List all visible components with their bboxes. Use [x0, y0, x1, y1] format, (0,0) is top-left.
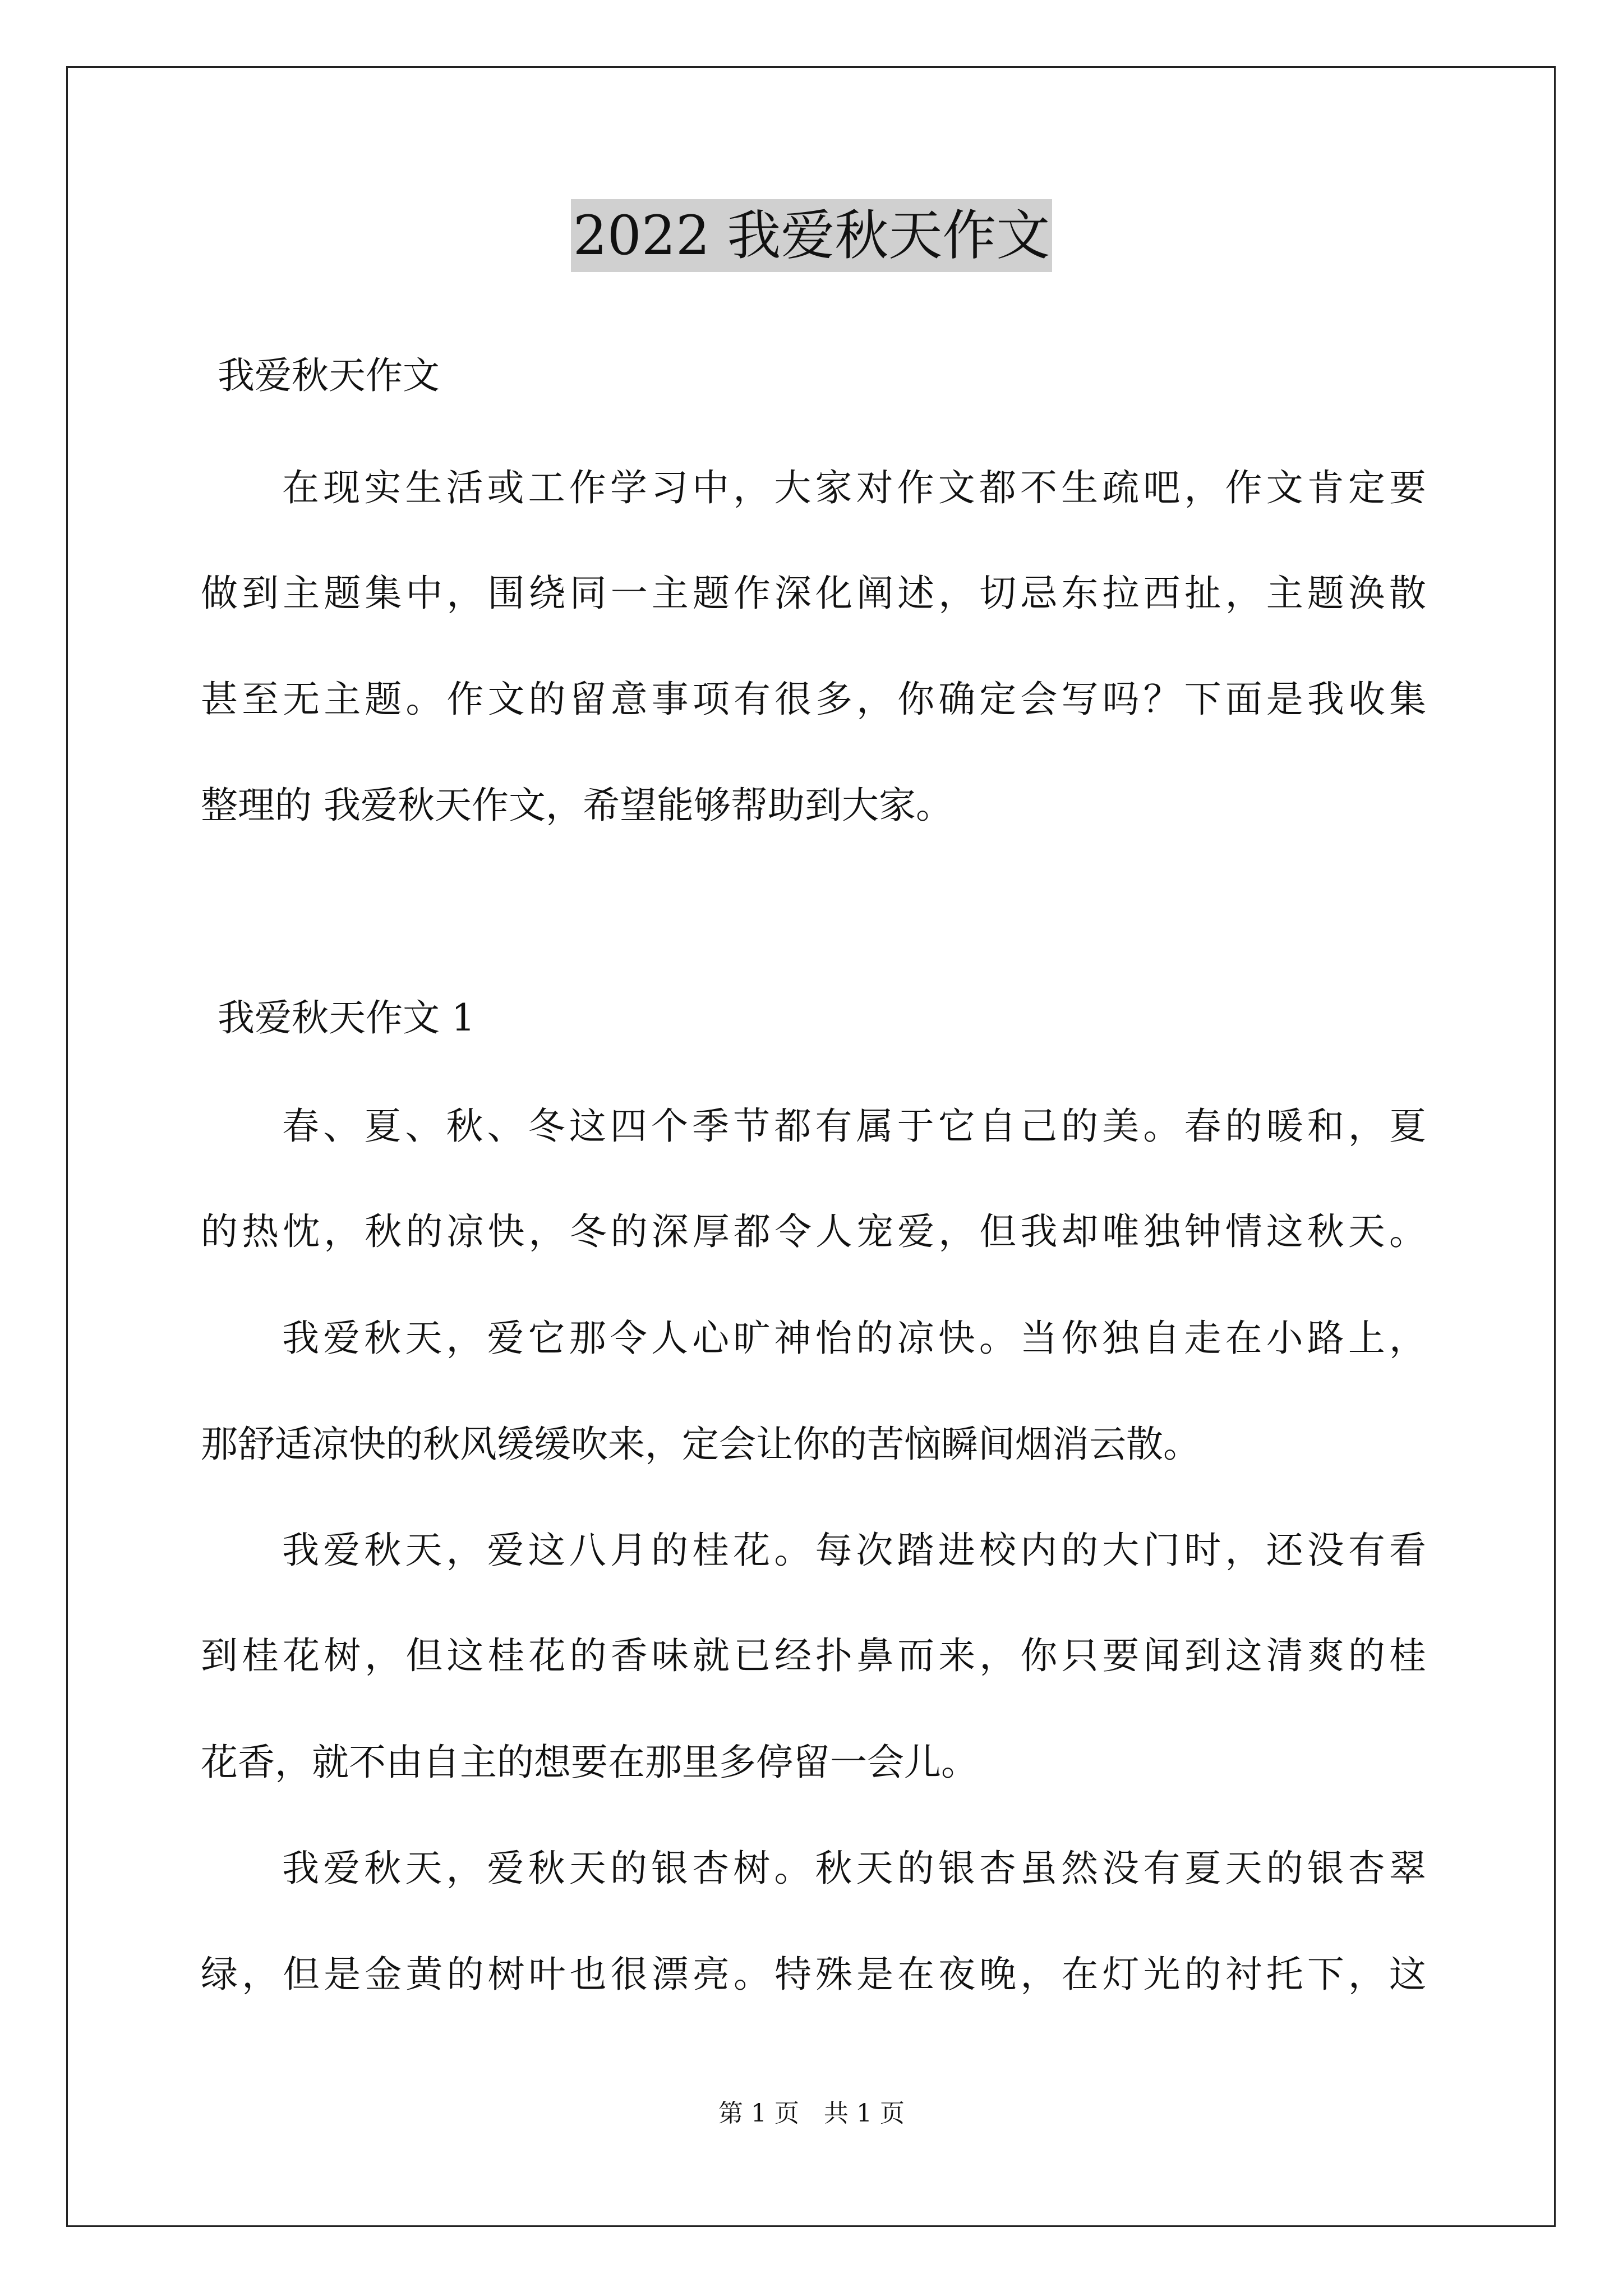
essay1-line-8: 我爱秋天，爱秋天的银杏树。秋天的银杏虽然没有夏天的银杏翠 [282, 1847, 1426, 1890]
document-title: 2022 我爱秋天作文 [571, 199, 1053, 272]
essay1-line-5: 我爱秋天，爱这八月的桂花。每次踏进校内的大门时，还没有看 [282, 1529, 1426, 1572]
intro-line-4: 整理的 我爱秋天作文，希望能够帮助到大家。 [201, 784, 953, 827]
essay1-line-1: 春、夏、秋、冬这四个季节都有属于它自己的美。春的暖和，夏 [282, 1105, 1426, 1148]
essay1-line-9: 绿，但是金黄的树叶也很漂亮。特殊是在夜晚，在灯光的衬托下，这 [201, 1953, 1426, 1996]
intro-line-1: 在现实生活或工作学习中，大家对作文都不生疏吧，作文肯定要 [282, 466, 1426, 509]
title-container [0, 199, 1623, 272]
essay1-line-2: 的热忱，秋的凉快，冬的深厚都令人宠爱，但我却唯独钟情这秋天。 [201, 1210, 1426, 1253]
intro-line-3: 甚至无主题。作文的留意事项有很多，你确定会写吗？下面是我收集 [201, 678, 1426, 721]
essay1-line-6: 到桂花树，但这桂花的香味就已经扑鼻而来，你只要闻到这清爽的桂 [201, 1634, 1426, 1677]
intro-line-2: 做到主题集中，围绕同一主题作深化阐述，切忌东拉西扯，主题涣散 [201, 572, 1426, 615]
essay1-line-3: 我爱秋天，爱它那令人心旷神怡的凉快。当你独自走在小路上， [282, 1317, 1426, 1360]
page-footer: 第 1 页 共 1 页 [718, 2099, 905, 2128]
essay1-line-7: 花香，就不由自主的想要在那里多停留一会儿。 [201, 1741, 978, 1784]
essay1-heading: 我爱秋天作文 1 [218, 996, 475, 1039]
heading-main: 我爱秋天作文 [218, 354, 440, 397]
essay1-line-4: 那舒适凉快的秋风缓缓吹来，定会让你的苦恼瞬间烟消云散。 [201, 1423, 1200, 1466]
